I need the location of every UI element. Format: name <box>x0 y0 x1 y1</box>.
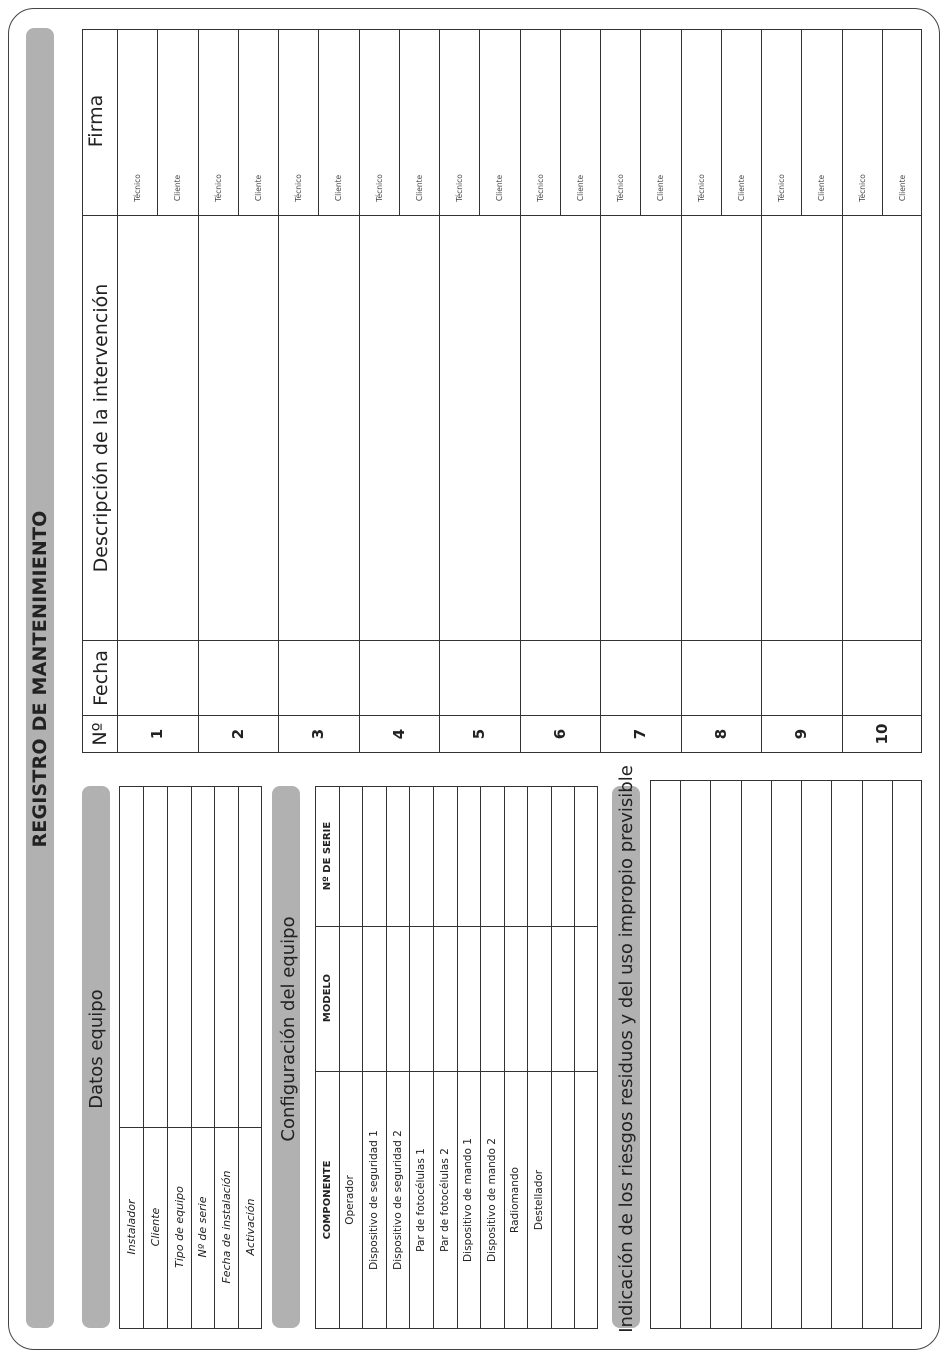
sign-label-cliente: Cliente <box>655 174 665 202</box>
rule-line <box>479 29 480 215</box>
page-title: REGISTRO DE MANTENIMIENTO <box>29 510 51 848</box>
sign-label-cliente: Cliente <box>736 174 746 202</box>
sign-label-tecnico: Técnico <box>454 174 464 202</box>
row-number: 5 <box>470 728 489 740</box>
rule-line <box>801 29 802 215</box>
rule-line <box>157 29 158 215</box>
row-number: 7 <box>631 728 650 740</box>
sign-label-tecnico: Técnico <box>776 174 786 202</box>
sign-label-cliente: Cliente <box>575 174 585 202</box>
row-number: 9 <box>792 728 811 740</box>
rule-line <box>892 780 893 1329</box>
sign-label-tecnico: Técnico <box>293 174 303 202</box>
sign-label-cliente: Cliente <box>253 174 263 202</box>
rule-line <box>640 29 641 215</box>
sign-label-tecnico: Técnico <box>615 174 625 202</box>
datos-label: Nº de serie <box>195 1196 209 1258</box>
riesgos-heading: Indicación de los riesgos residuos y del uso impropio previsible <box>615 765 637 1333</box>
rule-line <box>842 29 843 753</box>
config-component <box>574 1100 598 1300</box>
row-number: 8 <box>711 728 730 740</box>
config-component: Par de fotocélulas 2 <box>438 1148 451 1252</box>
sign-label-tecnico: Técnico <box>374 174 384 202</box>
sign-label-cliente: Cliente <box>816 174 826 202</box>
rule-line <box>439 29 440 753</box>
rule-line <box>801 780 802 1329</box>
row-number: 3 <box>309 728 328 740</box>
rule-line <box>318 29 319 215</box>
config-component <box>551 1100 575 1300</box>
rule-line <box>771 780 772 1329</box>
sign-label-tecnico: Técnico <box>213 174 223 202</box>
sign-label-tecnico: Técnico <box>857 174 867 202</box>
config-component: Dispositivo de seguridad 2 <box>391 1130 404 1270</box>
rule-line <box>680 780 681 1329</box>
rule-line <box>117 29 118 753</box>
config-column-header: MODELO <box>321 973 333 1023</box>
rule-line <box>399 29 400 215</box>
row-number: 10 <box>872 723 891 745</box>
rule-line <box>198 29 199 753</box>
maintenance-table <box>82 29 922 753</box>
riesgos-table <box>650 780 922 1329</box>
rule-line <box>831 780 832 1329</box>
rule-line <box>741 780 742 1329</box>
row-number: 6 <box>550 728 569 740</box>
header-num: Nº <box>89 722 111 746</box>
datos-label: Activación <box>243 1198 257 1256</box>
datos-equipo-heading: Datos equipo <box>85 989 107 1109</box>
config-column-header: Nº DE SERIE <box>321 821 333 891</box>
config-column-header: COMPONENTE <box>321 1160 333 1240</box>
header-fecha: Fecha <box>90 650 112 706</box>
sign-label-tecnico: Técnico <box>696 174 706 202</box>
header-descripcion: Descripción de la intervención <box>90 283 112 573</box>
row-number: 4 <box>389 728 408 740</box>
config-component: Dispositivo de mando 2 <box>485 1138 498 1262</box>
rule-line <box>862 780 863 1329</box>
datos-label: Cliente <box>148 1207 162 1247</box>
rule-line <box>600 29 601 753</box>
rule-line <box>560 29 561 215</box>
config-component: Dispositivo de seguridad 1 <box>367 1130 380 1270</box>
sign-label-cliente: Cliente <box>494 174 504 202</box>
configuracion-heading: Configuración del equipo <box>277 916 299 1142</box>
rule-line <box>681 29 682 753</box>
config-component: Operador <box>344 1175 357 1225</box>
sign-label-cliente: Cliente <box>897 174 907 202</box>
sign-label-cliente: Cliente <box>172 174 182 202</box>
rule-line <box>520 29 521 753</box>
sign-label-tecnico: Técnico <box>132 174 142 202</box>
rule-line <box>761 29 762 753</box>
datos-label: Fecha de instalación <box>219 1170 233 1284</box>
rule-line <box>721 29 722 215</box>
header-firma: Firma <box>85 94 107 148</box>
sign-label-cliente: Cliente <box>333 174 343 202</box>
config-component: Par de fotocélulas 1 <box>415 1148 428 1252</box>
datos-label: Instalador <box>124 1199 138 1255</box>
rule-line <box>238 29 239 215</box>
datos-label: Tipo de equipo <box>172 1186 186 1268</box>
rule-line <box>278 29 279 753</box>
config-component: Destellador <box>533 1169 546 1231</box>
rule-line <box>359 29 360 753</box>
sign-label-cliente: Cliente <box>414 174 424 202</box>
row-number: 1 <box>148 728 167 740</box>
rule-line <box>882 29 883 215</box>
config-component: Radiomando <box>509 1167 522 1233</box>
rule-line <box>710 780 711 1329</box>
config-component: Dispositivo de mando 1 <box>462 1138 475 1262</box>
sign-label-tecnico: Técnico <box>535 174 545 202</box>
row-number: 2 <box>228 728 247 740</box>
